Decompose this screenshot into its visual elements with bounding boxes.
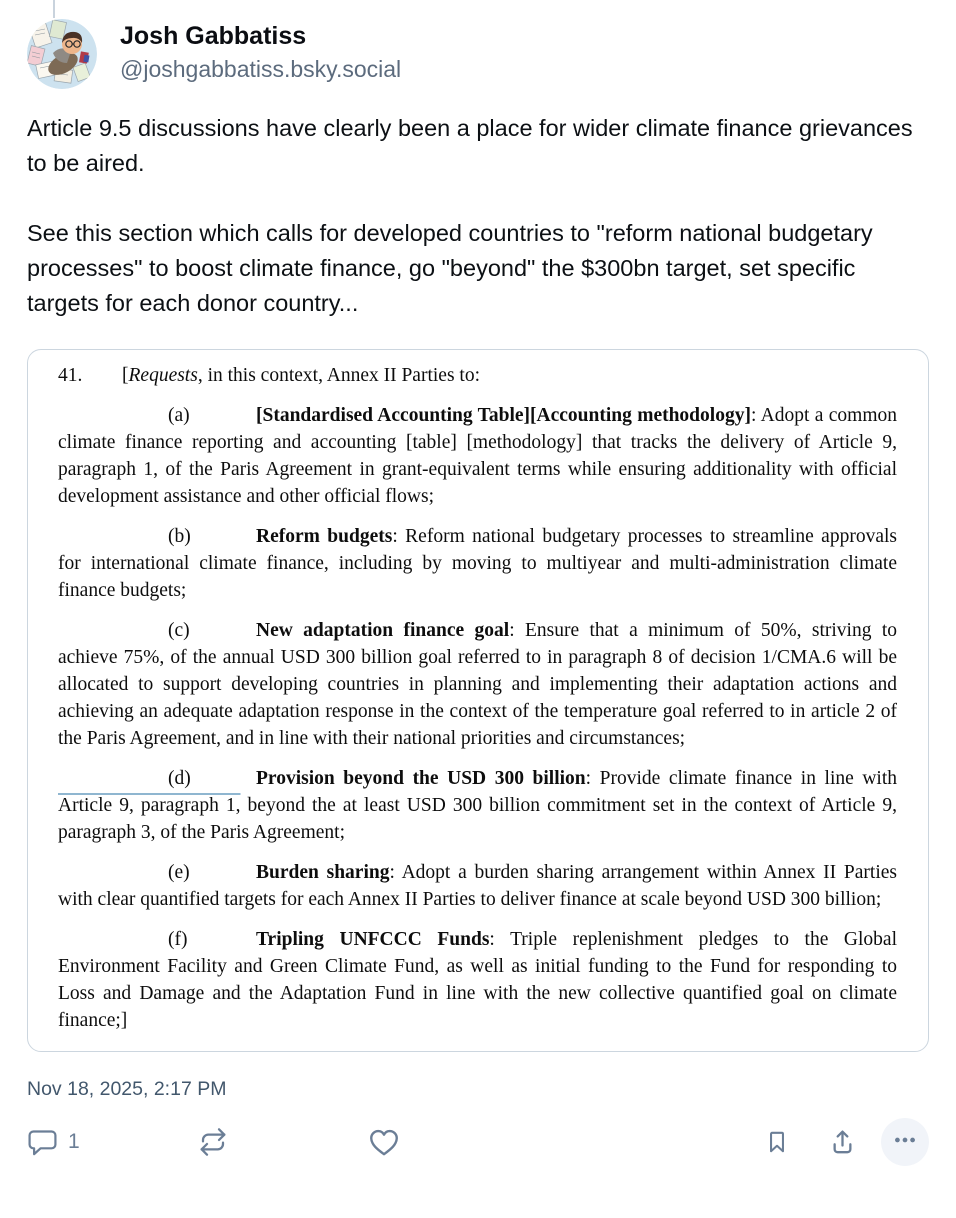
document-subparagraphs bbox=[58, 402, 897, 1034]
heart-icon bbox=[367, 1125, 401, 1159]
intro-rest: , in this context, Annex II Parties to: bbox=[197, 365, 480, 386]
author-handle[interactable]: @joshgabbatiss.bsky.social bbox=[120, 55, 402, 82]
subparagraph-letter: (c) bbox=[168, 620, 190, 641]
embedded-document-card[interactable] bbox=[27, 349, 929, 1052]
bookmark-button[interactable] bbox=[764, 1129, 790, 1155]
post-body bbox=[27, 111, 929, 321]
document-intro-paragraph bbox=[58, 362, 897, 389]
subparagraph-heading: Burden sharing bbox=[256, 862, 390, 883]
reply-button[interactable] bbox=[27, 1127, 80, 1158]
reply-count: 1 bbox=[68, 1130, 80, 1153]
overlined-phrase: Article 9, paragraph 1, bbox=[58, 795, 241, 816]
share-button[interactable] bbox=[828, 1128, 857, 1157]
reply-icon bbox=[27, 1127, 58, 1158]
action-right-group bbox=[764, 1118, 929, 1166]
subparagraph-letter: (f) bbox=[168, 929, 188, 950]
post-header bbox=[27, 0, 929, 89]
thread-line bbox=[53, 0, 55, 18]
subparagraph-letter: (a) bbox=[168, 405, 190, 426]
avatar-illustration bbox=[27, 19, 97, 89]
bookmark-icon bbox=[764, 1129, 790, 1155]
subparagraph-heading: Provision beyond the USD 300 billion bbox=[256, 768, 586, 789]
subparagraph-heading: Tripling UNFCCC Funds bbox=[256, 929, 490, 950]
repost-button[interactable] bbox=[197, 1126, 229, 1158]
subparagraph-letter: (b) bbox=[168, 526, 191, 547]
intro-open-bracket: [ bbox=[122, 365, 129, 386]
more-options-button[interactable] bbox=[881, 1118, 929, 1166]
document-paragraph: (e) Burden sharing: Adopt a burden sharing arrangement within Annex II Parties with clear quantified targets for each Annex II Parties to deliver finance at scale beyond USD 300 billion; bbox=[58, 859, 897, 913]
intro-italic-word: Requests bbox=[128, 365, 198, 386]
document-paragraph: (d) Provision beyond the USD 300 billion: Provide climate finance in line with Article 9, paragraph 1, beyond the at least USD 300 billion commitment set in the context of Article 9, paragraph 3, of the Paris Agreement; bbox=[58, 765, 897, 846]
document-paragraph: (f) Tripling UNFCCC Funds: Triple replenishment pledges to the Global Environment Facility and Green Climate Fund, as well as initial funding to the Fund for responding to Loss and Damage and the Adaptation Fund in line with the new collective quantified goal on climate finance;] bbox=[58, 926, 897, 1034]
repost-icon bbox=[197, 1126, 229, 1158]
subparagraph-heading: [Standardised Accounting Table][Accounting methodology] bbox=[256, 405, 751, 426]
like-button[interactable] bbox=[367, 1125, 401, 1159]
paragraph-number: 41. bbox=[58, 365, 83, 386]
post-text-paragraph: See this section which calls for developed countries to "reform national budgetary processes" to boost climate finance, go "beyond" the $300bn target, set specific targets for each donor country... bbox=[27, 220, 873, 316]
post-timestamp: Nov 18, 2025, 2:17 PM bbox=[27, 1078, 227, 1100]
post-text-paragraph: Article 9.5 discussions have clearly been a place for wider climate finance grievances to be aired. bbox=[27, 115, 913, 176]
subparagraph-heading: Reform budgets bbox=[256, 526, 393, 547]
document-paragraph: (c) New adaptation finance goal: Ensure that a minimum of 50%, striving to achieve 75%, of the annual USD 300 billion goal referred to in paragraph 8 of decision 1/CMA.6 will be allocated to support developing countries in planning and implementing their adaptation actions and achieving an adequate adaptation response in the context of the temperature goal referred to in article 2 of the Paris Agreement, and in line with their national priorities and circumstances; bbox=[58, 617, 897, 752]
subparagraph-letter: (e) bbox=[168, 862, 190, 883]
document-paragraph: (a) [Standardised Accounting Table][Accounting methodology]: Adopt a common climate finance reporting and accounting [table] [methodology] that tracks the delivery of Article 9, paragraph 1, of the Paris Agreement in grant-equivalent terms while ensuring additionality with official development assistance and other official flows; bbox=[58, 402, 897, 510]
document-paragraph: (b) Reform budgets: Reform national budgetary processes to streamline approvals for international climate finance, including by moving to multiyear and multi-administration climate finance budgets; bbox=[58, 523, 897, 604]
avatar[interactable] bbox=[27, 19, 97, 89]
author-block bbox=[120, 19, 401, 83]
action-bar bbox=[27, 1118, 929, 1166]
ellipsis-icon bbox=[892, 1127, 918, 1158]
share-icon bbox=[828, 1128, 857, 1157]
subparagraph-letter: (d) bbox=[168, 768, 191, 789]
subparagraph-heading: New adaptation finance goal bbox=[256, 620, 510, 641]
author-name[interactable]: Josh Gabbatiss bbox=[120, 22, 307, 50]
